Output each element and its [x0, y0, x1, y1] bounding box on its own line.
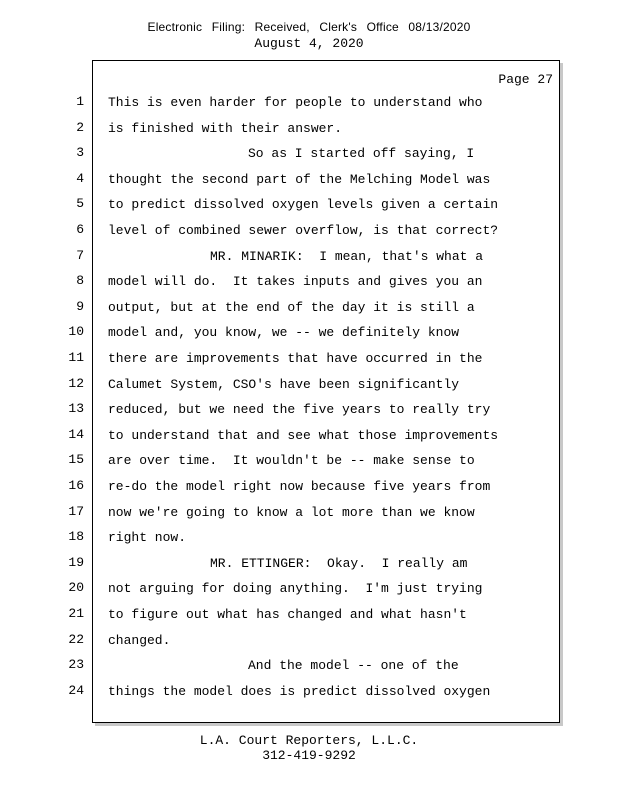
- transcript-page: [92, 60, 560, 723]
- transcript-line: This is even harder for people to understand who: [108, 95, 483, 110]
- line-number: 3: [76, 145, 84, 161]
- transcript-line: level of combined sewer overflow, is that correct?: [108, 223, 499, 238]
- line-number: 6: [76, 222, 84, 237]
- transcript-line: right now.: [108, 530, 187, 546]
- line-number-column: [0, 0, 92, 800]
- transcript-line: thought the second part of the Melching Model was: [108, 171, 491, 187]
- transcript-line: not arguing for doing anything. I'm just trying: [108, 581, 483, 597]
- filing-stamp: Electronic Filing: Received, Clerk's Office 08/13/2020: [147, 20, 471, 34]
- line-number: 10: [68, 324, 84, 340]
- transcript-line: So as I started off saying, I: [248, 146, 475, 162]
- line-number: 22: [68, 631, 84, 647]
- transcript-line: changed.: [108, 632, 171, 648]
- line-number: 23: [68, 657, 84, 673]
- line-number: 18: [68, 529, 84, 545]
- transcript-line: is finished with their answer.: [108, 120, 343, 136]
- line-number: 12: [68, 375, 84, 391]
- line-number: 15: [68, 452, 84, 468]
- line-number: 11: [68, 350, 84, 365]
- line-number: 5: [76, 196, 84, 212]
- line-number: 19: [68, 554, 84, 570]
- line-number: 13: [68, 401, 84, 417]
- transcript-line: to understand that and see what those improvements: [108, 427, 499, 443]
- transcript-line: are over time. It wouldn't be -- make sense to: [108, 453, 475, 469]
- transcript-line: there are improvements that have occurred in the: [108, 351, 483, 366]
- line-number: 1: [76, 94, 84, 109]
- transcript-line: model will do. It takes inputs and gives you an: [108, 274, 483, 290]
- line-number: 4: [76, 170, 84, 186]
- transcript-line: model and, you know, we -- we definitely know: [108, 325, 460, 341]
- line-number: 9: [76, 298, 84, 314]
- line-number: 21: [68, 606, 84, 621]
- transcript-line: And the model -- one of the: [248, 658, 459, 674]
- transcript-line: MR. MINARIK: I mean, that's what a: [210, 248, 484, 264]
- reporter-company: L.A. Court Reporters, L.L.C.: [199, 733, 419, 748]
- transcript-line: output, but at the end of the day it is still a: [108, 299, 475, 315]
- line-number: 24: [68, 682, 84, 698]
- transcript-line: things the model does is predict dissolved oxygen: [108, 683, 491, 699]
- transcript-line: Calumet System, CSO's have been significantly: [108, 376, 460, 392]
- transcript-line: now we're going to know a lot more than we know: [108, 504, 475, 520]
- hearing-date: August 4, 2020: [254, 36, 364, 51]
- transcript-line: reduced, but we need the five years to really try: [108, 402, 491, 418]
- line-number: 7: [76, 247, 84, 263]
- line-number: 17: [68, 503, 84, 519]
- line-number: 16: [68, 478, 84, 493]
- transcript-line: to figure out what has changed and what hasn't: [108, 607, 467, 622]
- reporter-phone: 312-419-9292: [262, 748, 356, 763]
- line-number: 8: [76, 273, 84, 289]
- line-number: 20: [68, 580, 84, 596]
- transcript-line: re-do the model right now because five years from: [108, 479, 491, 494]
- transcript-line: MR. ETTINGER: Okay. I really am: [210, 555, 468, 571]
- line-number: 14: [68, 426, 84, 442]
- transcript-line: to predict dissolved oxygen levels given a certain: [108, 197, 499, 213]
- page-number: Page 27: [498, 72, 553, 87]
- line-number: 2: [76, 119, 84, 135]
